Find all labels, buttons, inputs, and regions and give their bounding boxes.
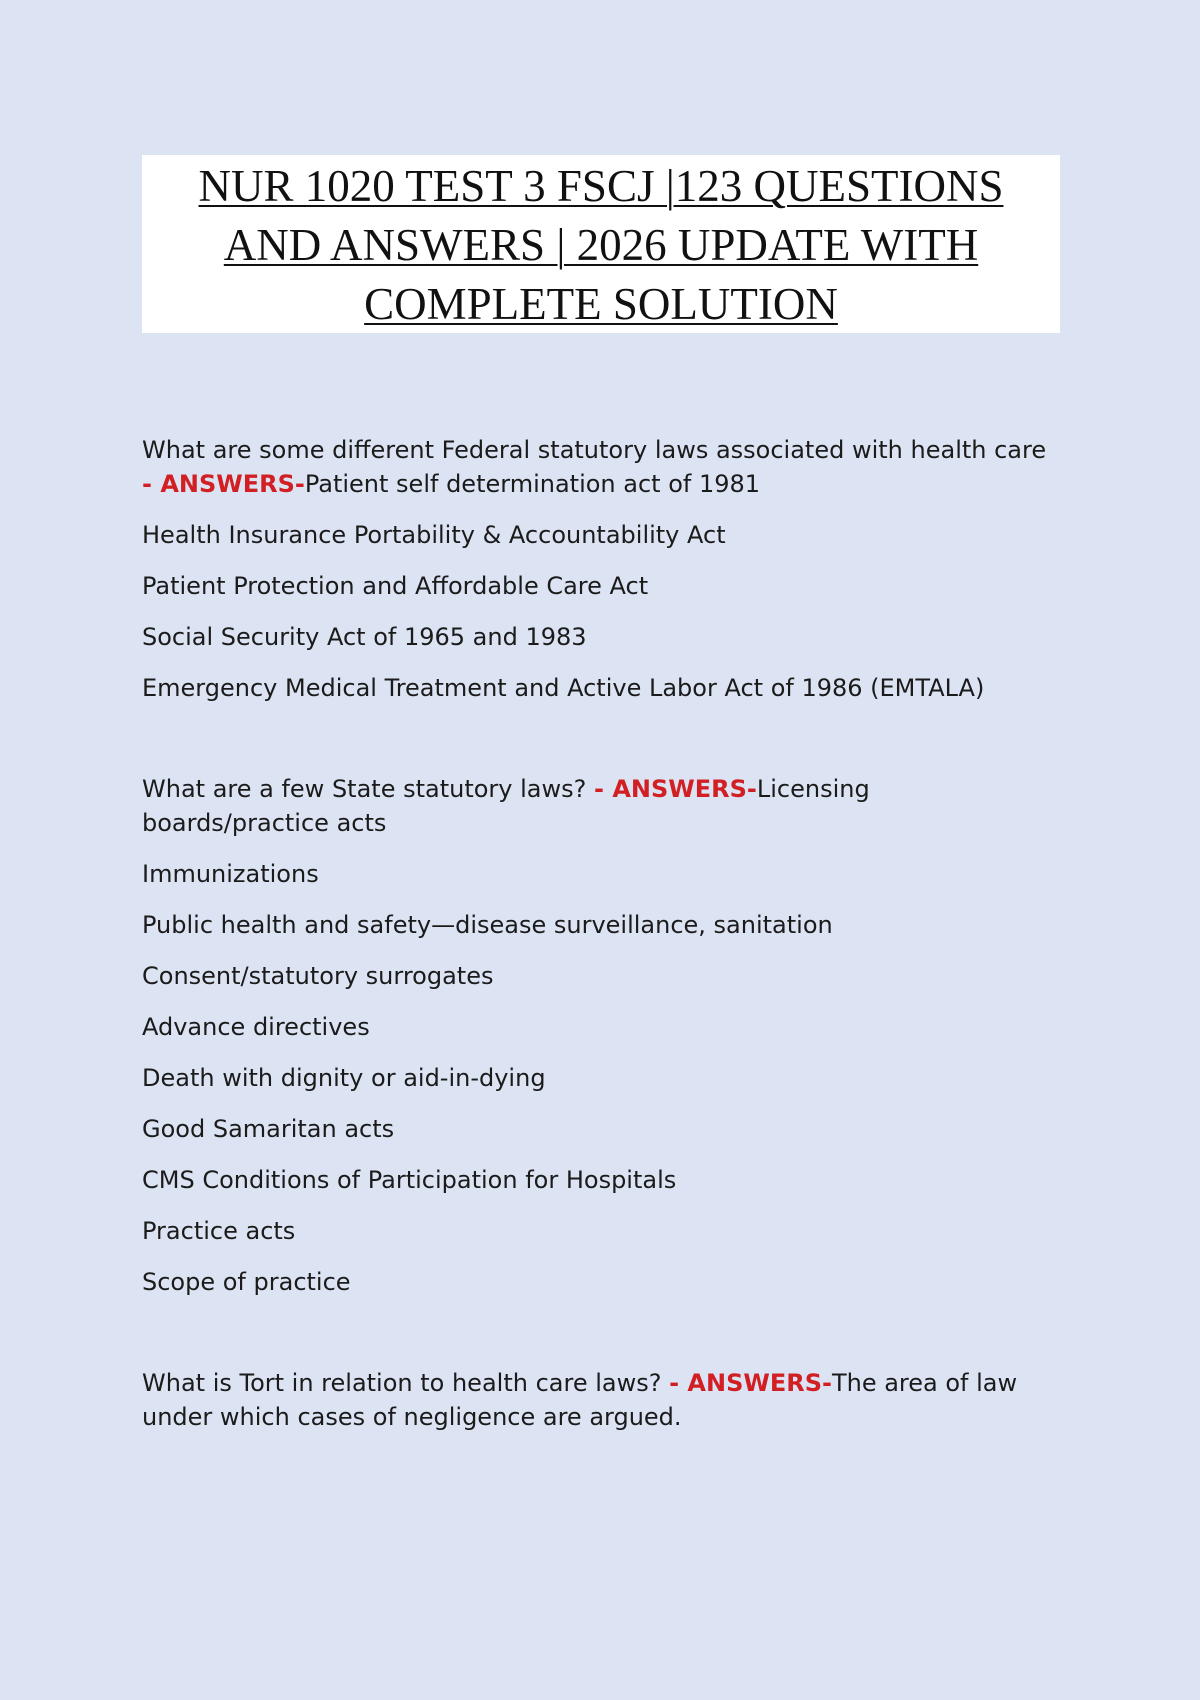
title-box (142, 155, 1060, 333)
answer-line: Patient Protection and Affordable Care Act (142, 572, 649, 600)
answer-text: Patient self determination act of 1981 (304, 470, 761, 498)
question-text: What is Tort in relation to health care laws? (142, 1369, 670, 1397)
qa-item (142, 433, 1062, 705)
answer-line: Consent/statutory surrogates (142, 962, 494, 990)
answer-line: Advance directives (142, 1013, 370, 1041)
answer-text: The area of law under which cases of negligence are argued. (142, 1369, 1018, 1431)
answer-tag: - ANSWERS- (669, 1369, 832, 1397)
answer-line: Practice acts (142, 1217, 296, 1245)
title-line: AND ANSWERS | 2026 UPDATE WITH (223, 220, 979, 270)
question-text: What are a few State statutory laws? (142, 775, 595, 803)
question-paragraph (142, 1366, 1062, 1434)
section-gap (142, 722, 1062, 772)
answer-line: Public health and safety—disease surveillance, sanitation (142, 911, 833, 939)
answer-line: Emergency Medical Treatment and Active Labor Act of 1986 (EMTALA) (142, 674, 985, 702)
answer-tag: - ANSWERS- (594, 775, 757, 803)
qa-content (142, 433, 1062, 1451)
answer-line: Social Security Act of 1965 and 1983 (142, 623, 587, 651)
answer-tag: - ANSWERS- (142, 470, 305, 498)
answer-line: CMS Conditions of Participation for Hospitals (142, 1166, 677, 1194)
question-text: What are some different Federal statutory laws associated with health care (142, 436, 1047, 464)
question-paragraph (142, 772, 1062, 840)
answer-line: Health Insurance Portability & Accountability Act (142, 521, 726, 549)
section-gap (142, 1316, 1062, 1366)
title-line: NUR 1020 TEST 3 FSCJ |123 QUESTIONS (198, 161, 1004, 211)
qa-item (142, 1366, 1062, 1434)
answer-text: Licensing boards/practice acts (142, 775, 870, 837)
qa-item (142, 772, 1062, 1299)
answer-line: Death with dignity or aid-in-dying (142, 1064, 546, 1092)
answer-line: Scope of practice (142, 1268, 351, 1296)
title-line: COMPLETE SOLUTION (364, 279, 838, 329)
answer-line: Good Samaritan acts (142, 1115, 395, 1143)
answer-line: Immunizations (142, 860, 319, 888)
question-paragraph (142, 433, 1062, 501)
